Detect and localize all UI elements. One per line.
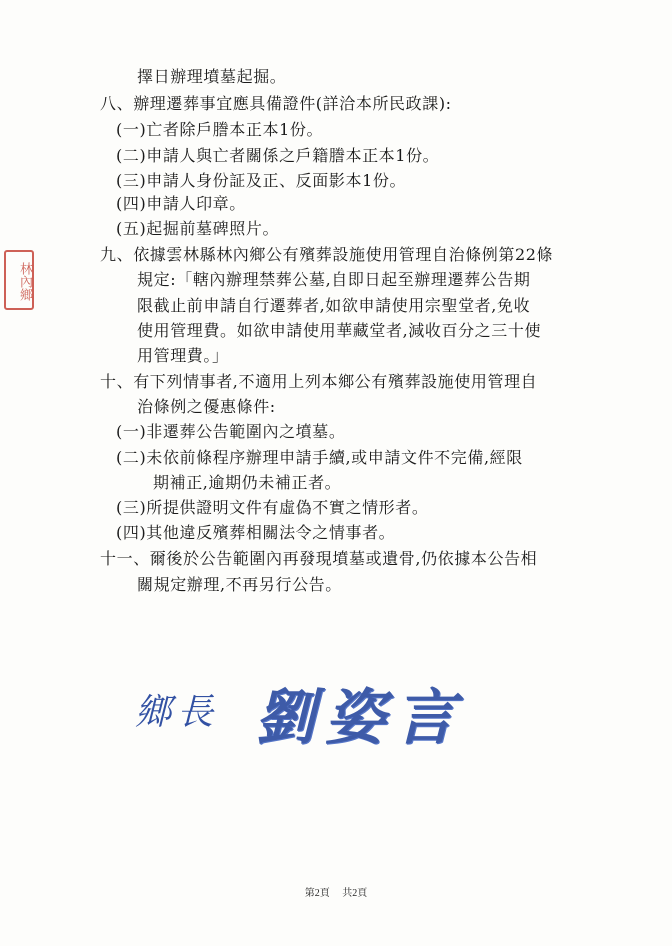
text-line: (三)所提供證明文件有虛偽不實之情形者。 xyxy=(116,498,429,517)
signature-block xyxy=(135,670,505,753)
text-line: (一)亡者除戶謄本正本1份。 xyxy=(116,120,324,139)
text-line: 限截止前申請自行遷葬者,如欲申請使用宗聖堂者,免收 xyxy=(137,296,531,315)
text-line: 使用管理費。如欲申請使用華藏堂者,減收百分之三十使 xyxy=(137,321,542,340)
text-line: (三)申請人身份証及正、反面影本1份。 xyxy=(116,171,407,190)
text-line: 十一、爾後於公告範圍內再發現墳墓或遺骨,仍依據本公告相 xyxy=(100,549,538,568)
text-line: (四)申請人印章。 xyxy=(116,194,246,213)
page-footer xyxy=(0,884,672,899)
text-line: 擇日辦理墳墓起掘。 xyxy=(137,67,287,86)
text-line: (二)未依前條程序辦理申請手續,或申請文件不完備,經限 xyxy=(116,448,523,467)
text-line: 九、依據雲林縣林內鄉公有殯葬設施使用管理自治條例第22條 xyxy=(100,245,554,264)
text-line: 關規定辦理,不再另行公告。 xyxy=(137,575,342,594)
signature-name: 劉姿言 xyxy=(255,683,465,753)
official-seal-stamp: 林內鄉 xyxy=(4,250,34,310)
text-line: 十、有下列情事者,不適用上列本鄉公有殯葬設施使用管理自 xyxy=(100,372,538,391)
text-line: 用管理費。」 xyxy=(137,346,229,365)
text-line: (一)非遷葬公告範圍內之墳墓。 xyxy=(116,422,346,441)
page-number: 第2頁 xyxy=(304,888,330,899)
text-line: (二)申請人與亡者關係之戶籍謄本正本1份。 xyxy=(116,146,440,165)
text-line: 規定:「轄內辦理禁葬公墓,自即日起至辦理遷葬公告期 xyxy=(137,270,531,289)
text-line: 期補正,逾期仍未補正者。 xyxy=(153,473,342,492)
text-line: 治條例之優惠條件: xyxy=(137,397,276,416)
signature-title: 鄉長 xyxy=(135,692,220,733)
text-line: (四)其他違反殯葬相關法令之情事者。 xyxy=(116,523,396,542)
text-line: 八、辦理遷葬事宜應具備證件(詳洽本所民政課): xyxy=(100,94,452,113)
page-total: 共2頁 xyxy=(342,888,368,899)
text-line: (五)起掘前墓碑照片。 xyxy=(116,219,280,238)
